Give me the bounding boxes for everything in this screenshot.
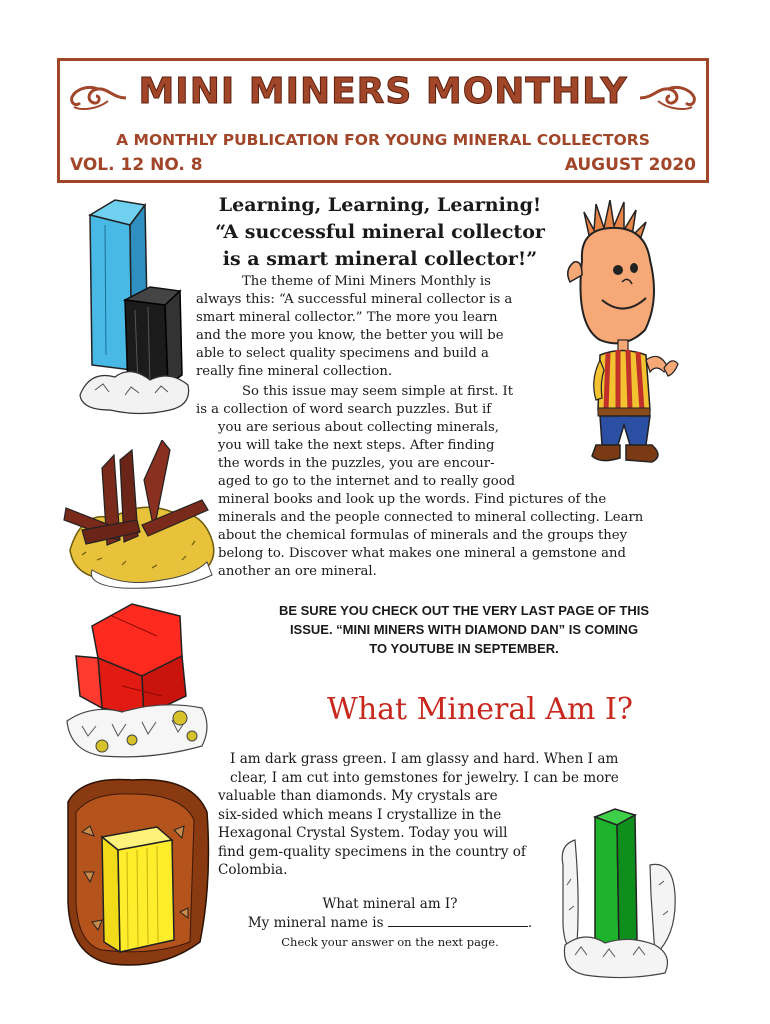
- text-line: belong to. Discover what makes one mineral a gemstone and: [218, 546, 626, 561]
- masthead: [57, 58, 709, 183]
- intro-paragraph-1: [196, 273, 512, 381]
- clue-line: clear, I am cut into gemstones for jewelry. I can be more: [230, 769, 619, 786]
- answer-blank-line[interactable]: [388, 914, 528, 927]
- brown-crystal-illustration: [62, 440, 222, 590]
- text-line: smart mineral collector.” The more you learn: [196, 310, 498, 325]
- volume-number: VOL. 12 NO. 8: [70, 155, 203, 175]
- text-line: about the chemical formulas of minerals and the groups they: [218, 528, 628, 543]
- text-line: the words in the puzzles, you are encour-: [218, 456, 495, 471]
- text-line: minerals and the people connected to mineral collecting. Learn: [218, 510, 644, 525]
- clue-line: Hexagonal Crystal System. Today you will: [218, 825, 508, 841]
- answer-prompt-end: .: [527, 915, 533, 931]
- text-line: always this: “A successful mineral collector is a: [196, 292, 513, 307]
- text-line: So this issue may seem simple at first. It: [242, 384, 514, 399]
- answer-block: [230, 895, 550, 952]
- headline: [190, 192, 570, 273]
- clue-line: I am dark grass green. I am glassy and hard. When I am: [230, 751, 619, 767]
- question-text: What mineral am I?: [322, 896, 458, 912]
- headline-line: is a smart mineral collector!”: [222, 248, 538, 270]
- green-emerald-illustration: [555, 805, 680, 980]
- text-line: able to select quality specimens and build a: [196, 346, 489, 361]
- text-line: aged to go to the internet and to really good: [218, 474, 516, 489]
- text-line: really fine mineral collection.: [196, 364, 393, 379]
- headline-line: “A successful mineral collector: [215, 221, 545, 243]
- text-line: The theme of Mini Miners Monthly is: [242, 274, 491, 289]
- answer-prompt-label: My mineral name is: [247, 915, 384, 931]
- newsletter-subtitle: A MONTHLY PUBLICATION FOR YOUNG MINERAL COLLECTORS: [116, 131, 650, 149]
- red-crystal-illustration: [62, 596, 222, 766]
- yellow-crystal-illustration: [62, 772, 212, 972]
- check-answer-note: Check your answer on the next page.: [281, 935, 499, 949]
- notice-line: TO YOUTUBE IN SEPTEMBER.: [369, 641, 559, 656]
- text-line: another an ore mineral.: [218, 564, 377, 579]
- what-mineral-title: What Mineral Am I?: [327, 692, 633, 727]
- notice-line: ISSUE. “MINI MINERS WITH DIAMOND DAN” IS COMING: [289, 622, 639, 637]
- answer-prompt: [230, 914, 550, 933]
- text-line: mineral books and look up the words. Find pictures of the: [218, 492, 607, 507]
- notice-line: BE SURE YOU CHECK OUT THE VERY LAST PAGE OF THIS: [278, 603, 650, 618]
- clue-line: valuable than diamonds. My crystals are: [218, 788, 498, 804]
- scroll-flourish-icon: [638, 83, 698, 113]
- text-line: is a collection of word search puzzles. But if: [196, 402, 492, 417]
- text-line: you will take the next steps. After finding: [218, 438, 495, 453]
- youtube-notice: [226, 601, 702, 658]
- blue-crystal-illustration: [70, 195, 195, 420]
- clue-line: six-sided which means I crystallize in the: [218, 806, 502, 823]
- headline-line: Learning, Learning, Learning!: [218, 194, 542, 216]
- boy-cartoon-illustration: [560, 200, 685, 470]
- clue-line: Colombia.: [218, 862, 288, 878]
- newsletter-title: MINI MINERS MONTHLY: [138, 71, 628, 112]
- text-line: and the more you know, the better you will be: [196, 328, 504, 343]
- text-line: you are serious about collecting minerals,: [218, 420, 499, 435]
- issue-date: AUGUST 2020: [564, 155, 696, 175]
- clue-line: find gem-quality specimens in the country of: [218, 843, 526, 860]
